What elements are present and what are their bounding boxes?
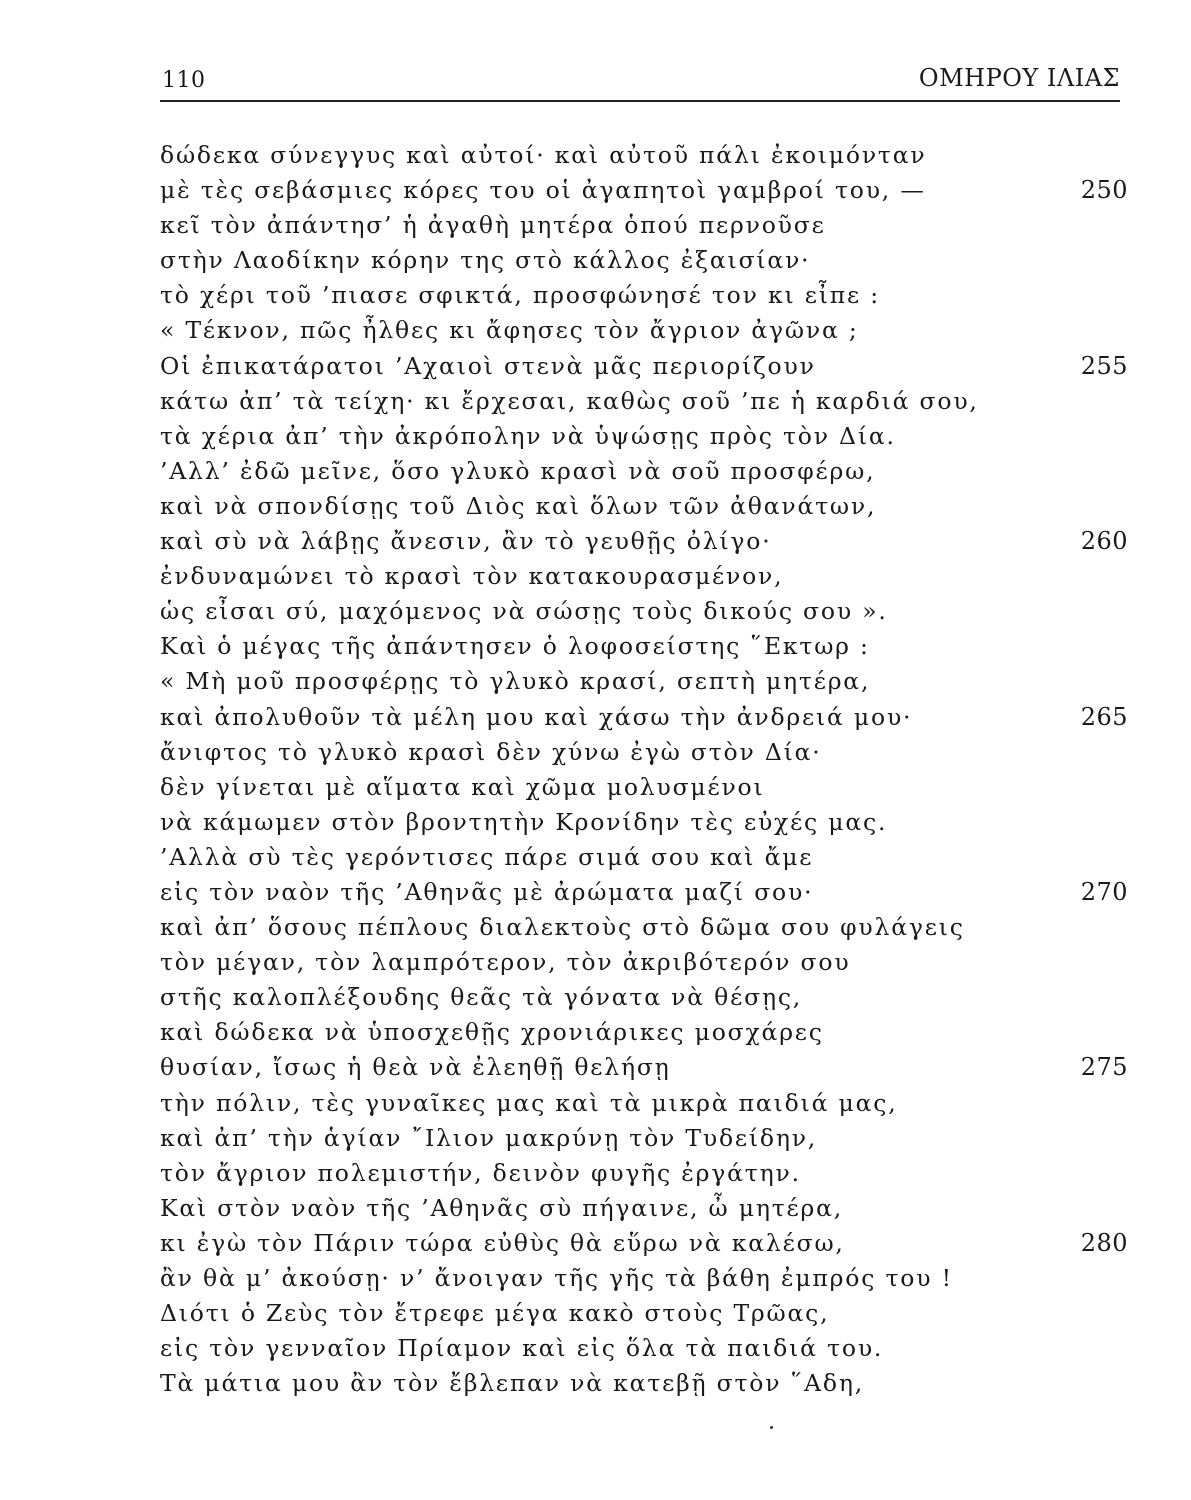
verse-line — [160, 349, 1128, 384]
verse-line — [160, 208, 1128, 243]
verse-text: τὸ χέρι τοῦ ’πιασε σφικτά, προσφώνησέ τον κι εἶπε : — [160, 281, 880, 310]
verse-line — [160, 419, 1128, 454]
verse-number: 280 — [1080, 1228, 1128, 1257]
verse-text: δὲν γίνεται μὲ αἵματα καὶ χῶμα μολυσμένοι — [160, 772, 765, 801]
verse-number: 270 — [1080, 877, 1128, 906]
verse-line — [160, 805, 1128, 840]
verse-line — [160, 910, 1128, 945]
verse-text: Καὶ στὸν ναὸν τῆς ’Αθηνᾶς σὺ πήγαινε, ὦ μητέρα, — [160, 1193, 844, 1222]
verse-line — [160, 524, 1128, 559]
verse-line — [160, 700, 1128, 735]
verse-text: κεῖ τὸν ἀπάντησ’ ἡ ἀγαθὴ μητέρα ὁπού περνοῦσε — [160, 211, 826, 240]
verse-text: μὲ τὲς σεβάσμιες κόρες του οἱ ἀγαπητοὶ γαμβροί του, — — [160, 176, 926, 205]
verse-number: 260 — [1080, 527, 1128, 556]
verse-text: εἰς τὸν γενναῖον Πρίαμον καὶ εἰς ὅλα τὰ παιδιά του. — [160, 1334, 884, 1363]
verse-text: νὰ κάμωμεν στὸν βροντητὴν Κρονίδην τὲς εὐχές μας. — [160, 807, 888, 836]
verse-line — [160, 454, 1128, 489]
verse-text: Διότι ὁ Ζεὺς τὸν ἔτρεφε μέγα κακὸ στοὺς Τρῶας, — [160, 1299, 830, 1328]
verse-text: ἄνιφτος τὸ γλυκὸ κρασὶ δὲν χύνω ἐγὼ στὸν Δία· — [160, 737, 822, 766]
verse-text: καὶ σὺ νὰ λάβῃς ἄνεσιν, ἂν τὸ γευθῇς ὀλίγο· — [160, 527, 772, 556]
verse-text: τὸν ἄγριον πολεμιστήν, δεινὸν φυγῆς ἐργάτην. — [160, 1158, 801, 1187]
verse-line — [160, 278, 1128, 313]
verse-text: στὴν Λαοδίκην κόρην της στὸ κάλλος ἐξαισίαν· — [160, 246, 811, 275]
verse-line — [160, 594, 1128, 629]
verse-text: « Μὴ μοῦ προσφέρῃς τὸ γλυκὸ κρασί, σεπτὴ μητέρα, — [160, 667, 871, 696]
verse-line — [160, 735, 1128, 770]
verse-line — [160, 1156, 1128, 1191]
verse-line — [160, 980, 1128, 1015]
running-title: ΟΜΗΡΟΥ ΙΛΙΑΣ — [918, 64, 1120, 92]
verse-text: καὶ δώδεκα νὰ ὑποσχεθῇς χρονιάρικες μοσχάρες — [160, 1018, 824, 1047]
verse-text: καὶ ἀπ’ ὅσους πέπλους διαλεκτοὺς στὸ δῶμα σου φυλάγεις — [160, 913, 965, 942]
page-number: 110 — [162, 68, 206, 93]
verse-line — [160, 1086, 1128, 1121]
verse-text: εἰς τὸν ναὸν τῆς ’Αθηνᾶς μὲ ἀρώματα μαζί σου· — [160, 877, 814, 906]
verse-text: τὴν πόλιν, τὲς γυναῖκες μας καὶ τὰ μικρὰ παιδιά μας, — [160, 1088, 898, 1117]
header-rule — [160, 100, 1120, 102]
verse-line — [160, 489, 1128, 524]
verse-line — [160, 1226, 1128, 1261]
verse-line — [160, 173, 1128, 208]
verse-line — [160, 629, 1128, 664]
verse-text: ἂν θὰ μ’ ἀκούσῃ· ν’ ἄνοιγαν τῆς γῆς τὰ βάθη ἐμπρός του ! — [160, 1264, 953, 1292]
verse-line — [160, 243, 1128, 278]
verse-text: καὶ νὰ σπονδίσῃς τοῦ Διὸς καὶ ὅλων τῶν ἀθανάτων, — [160, 491, 877, 520]
verse-line — [160, 1121, 1128, 1156]
verse-text: δώδεκα σύνεγγυς καὶ αὐτοί· καὶ αὐτοῦ πάλι ἐκοιμόνταν — [160, 141, 927, 169]
verse-line — [160, 1015, 1128, 1050]
verse-line — [160, 770, 1128, 805]
page-header — [160, 62, 1120, 102]
verse-text: καὶ ἀπ’ τὴν ἁγίαν ῎Ιλιον μακρύνῃ τὸν Τυδείδην, — [160, 1123, 818, 1152]
verse-line — [160, 1331, 1128, 1366]
verse-text: Οἱ ἐπικατάρατοι ’Αχαιοὶ στενὰ μᾶς περιορίζουν — [160, 351, 816, 380]
verse-text: ἐνδυναμώνει τὸ κρασὶ τὸν κατακουρασμένον, — [160, 562, 784, 591]
verse-text: ’Αλλ’ ἐδῶ μεῖνε, ὅσο γλυκὸ κρασὶ νὰ σοῦ προσφέρω, — [160, 456, 876, 485]
verse-text: ’Αλλὰ σὺ τὲς γερόντισες πάρε σιμά σου καὶ ἄμε — [160, 842, 814, 871]
verse-line — [160, 1366, 1128, 1401]
verse-number: 275 — [1080, 1053, 1128, 1082]
verse-number: 250 — [1080, 176, 1128, 205]
verse-list — [160, 138, 1128, 1401]
verse-text: στῆς καλοπλέξουδης θεᾶς τὰ γόνατα νὰ θέσῃς, — [160, 983, 803, 1012]
verse-line — [160, 664, 1128, 699]
verse-text: θυσίαν, ἴσως ἡ θεὰ νὰ ἐλεηθῇ θελήσῃ — [160, 1053, 671, 1082]
verse-text: κι ἐγὼ τὸν Πάριν τώρα εὐθὺς θὰ εὕρω νὰ καλέσω, — [160, 1228, 845, 1257]
verse-line — [160, 1296, 1128, 1331]
verse-text: « Τέκνον, πῶς ἦλθες κι ἄφησες τὸν ἄγριον ἀγῶνα ; — [160, 316, 859, 345]
verse-text: Καὶ ὁ μέγας τῆς ἀπάντησεν ὁ λοφοσείστης ῞Εκτωρ : — [160, 632, 870, 661]
verse-line — [160, 138, 1128, 173]
verse-text: ὡς εἶσαι σύ, μαχόμενος νὰ σώσῃς τοὺς δικούς σου ». — [160, 597, 888, 626]
verse-line — [160, 945, 1128, 980]
verse-line — [160, 875, 1128, 910]
verse-text: Τὰ μάτια μου ἂν τὸν ἔβλεπαν νὰ κατεβῇ στὸν ῞Αδη, — [160, 1369, 865, 1398]
verse-number: 265 — [1080, 702, 1128, 731]
verse-line — [160, 313, 1128, 348]
verse-number: 255 — [1080, 351, 1128, 380]
verse-line — [160, 1261, 1128, 1296]
verse-text: τὸν μέγαν, τὸν λαμπρότερον, τὸν ἀκριβότερόν σου — [160, 948, 851, 977]
verse-text: τὰ χέρια ἀπ’ τὴν ἀκρόπολην νὰ ὑψώσῃς πρὸς τὸν Δία. — [160, 421, 896, 450]
verse-line — [160, 559, 1128, 594]
verse-line — [160, 1050, 1128, 1085]
verse-line — [160, 1191, 1128, 1226]
stray-mark — [770, 1426, 773, 1429]
verse-line — [160, 384, 1128, 419]
verse-text: κάτω ἀπ’ τὰ τείχη· κι ἔρχεσαι, καθὼς σοῦ ’πε ἡ καρδιά σου, — [160, 386, 979, 415]
verse-line — [160, 840, 1128, 875]
verse-text: καὶ ἀπολυθοῦν τὰ μέλη μου καὶ χάσω τὴν ἀνδρειά μου· — [160, 702, 913, 731]
